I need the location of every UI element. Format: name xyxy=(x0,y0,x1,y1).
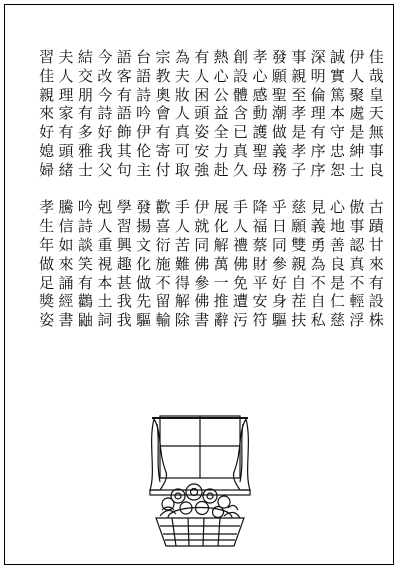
poem-character: 傲 xyxy=(349,198,365,217)
poem-character: 子 xyxy=(291,160,307,179)
poem-column xyxy=(211,48,230,350)
poem-character: 潮 xyxy=(271,104,287,123)
poem-character: 婦 xyxy=(39,160,55,179)
poem-character: 慈 xyxy=(291,198,307,217)
poem-character: 全 xyxy=(213,123,229,142)
poem-character: 扶 xyxy=(291,311,307,330)
poem-column xyxy=(250,48,269,350)
poem-character: 心 xyxy=(252,66,268,85)
poem-character: 為 xyxy=(174,48,190,66)
poem-character: 飾 xyxy=(116,123,132,142)
poem-character: 會 xyxy=(155,104,171,123)
poem-character: 騰 xyxy=(58,198,74,217)
poem-character: 我 xyxy=(116,311,132,330)
poem-character: 付 xyxy=(155,160,171,179)
poem-character: 孝 xyxy=(39,198,55,217)
poem-character: 生 xyxy=(39,217,55,236)
poem-character: 來 xyxy=(39,104,55,123)
poem-character: 伦 xyxy=(136,141,152,160)
poem-character: 本 xyxy=(97,273,113,292)
poem-character: 先 xyxy=(136,292,152,311)
poem-character: 趣 xyxy=(116,254,132,273)
poem-character: 私 xyxy=(310,311,326,330)
poem-character: 有 xyxy=(77,104,93,123)
poem-character: 仁 xyxy=(330,292,346,311)
poem-character: 義 xyxy=(271,141,287,160)
poem-character: 參 xyxy=(194,273,210,292)
poem-character: 剋 xyxy=(97,198,113,217)
line-gap xyxy=(367,180,385,199)
poem-character: 設 xyxy=(368,292,384,311)
poem-character: 句 xyxy=(116,160,132,179)
poem-column xyxy=(289,48,308,350)
poem-column xyxy=(367,48,386,350)
poem-character: 事 xyxy=(368,141,384,160)
poem-character: 同 xyxy=(271,235,287,254)
line-gap xyxy=(154,180,172,199)
poem-character: 足 xyxy=(39,273,55,292)
poem-character: 良 xyxy=(368,160,384,179)
poem-character: 解 xyxy=(174,292,190,311)
poem-character: 好 xyxy=(97,123,113,142)
poem-character: 遭 xyxy=(233,292,249,311)
poem-character: 化 xyxy=(136,254,152,273)
poem-character: 真 xyxy=(233,141,249,160)
poem-character: 鸛 xyxy=(77,292,93,311)
poem-column xyxy=(134,48,153,350)
poem-character: 人 xyxy=(174,104,190,123)
poem-character: 認 xyxy=(349,235,365,254)
poem-text-block xyxy=(37,48,386,350)
poem-character: 事 xyxy=(291,48,307,66)
poem-character: 有 xyxy=(155,123,171,142)
poem-character: 是 xyxy=(291,123,307,142)
poem-character: 輸 xyxy=(155,311,171,330)
poem-character: 深 xyxy=(310,48,326,66)
poem-character: 聚 xyxy=(349,85,365,104)
poem-character: 歡 xyxy=(155,198,171,217)
poem-character: 久 xyxy=(233,160,249,179)
poem-column xyxy=(37,48,56,350)
line-gap xyxy=(76,180,94,199)
poem-character: 篤 xyxy=(330,85,346,104)
line-gap xyxy=(193,180,211,199)
poem-character: 蔡 xyxy=(252,235,268,254)
poem-character: 衍 xyxy=(155,235,171,254)
poem-character: 安 xyxy=(194,141,210,160)
poem-character: 難 xyxy=(174,254,190,273)
poem-character: 多 xyxy=(77,123,93,142)
poem-character: 詩 xyxy=(136,85,152,104)
poem-character: 如 xyxy=(58,235,74,254)
poem-character: 熱 xyxy=(213,48,229,66)
poem-character: 人 xyxy=(349,66,365,85)
poem-character: 辭 xyxy=(213,311,229,330)
poem-character: 推 xyxy=(213,292,229,311)
poem-character: 揚 xyxy=(136,217,152,236)
poem-character: 夫 xyxy=(58,48,74,66)
poem-character: 見 xyxy=(310,198,326,217)
poem-character: 至 xyxy=(291,85,307,104)
poem-character: 展 xyxy=(213,198,229,217)
poem-character: 良 xyxy=(330,254,346,273)
poem-character: 困 xyxy=(194,85,210,104)
poem-character: 願 xyxy=(291,217,307,236)
poem-character: 不 xyxy=(349,273,365,292)
line-gap xyxy=(57,180,75,199)
poem-character: 禮 xyxy=(233,235,249,254)
poem-character: 視 xyxy=(97,254,113,273)
poem-column xyxy=(347,48,366,350)
poem-character: 浮 xyxy=(349,311,365,330)
poem-character: 聖 xyxy=(252,141,268,160)
poem-character: 動 xyxy=(252,104,268,123)
poem-character: 聖 xyxy=(271,85,287,104)
poem-character: 誦 xyxy=(58,273,74,292)
poem-character: 茬 xyxy=(291,292,307,311)
poem-character: 佛 xyxy=(233,254,249,273)
poem-character: 苦 xyxy=(174,235,190,254)
poem-character: 寄 xyxy=(155,141,171,160)
poem-character: 取 xyxy=(174,160,190,179)
poem-column xyxy=(231,48,250,350)
poem-character: 雅 xyxy=(77,141,93,160)
poem-character: 人 xyxy=(58,66,74,85)
poem-character: 詩 xyxy=(97,104,113,123)
line-gap xyxy=(348,180,366,199)
poem-character: 一 xyxy=(213,273,229,292)
poem-character: 手 xyxy=(233,198,249,217)
poem-character: 教 xyxy=(155,66,171,85)
poem-character: 免 xyxy=(233,273,249,292)
poem-character: 好 xyxy=(271,273,287,292)
poem-character: 親 xyxy=(291,66,307,85)
line-gap xyxy=(309,180,327,199)
poem-character: 笑 xyxy=(77,254,93,273)
poem-character: 佛 xyxy=(194,292,210,311)
line-gap xyxy=(96,180,114,199)
poem-character: 文 xyxy=(136,235,152,254)
poem-character: 得 xyxy=(174,273,190,292)
poem-character: 好 xyxy=(39,123,55,142)
poem-character: 同 xyxy=(194,235,210,254)
poem-character: 人 xyxy=(194,66,210,85)
poem-character: 為 xyxy=(310,254,326,273)
poem-column xyxy=(115,48,134,350)
poem-character: 可 xyxy=(174,141,190,160)
poem-character: 宗 xyxy=(155,48,171,66)
poem-character: 忠 xyxy=(330,141,346,160)
poem-character: 結 xyxy=(77,48,93,66)
poem-character: 體 xyxy=(233,85,249,104)
poem-character: 書 xyxy=(194,311,210,330)
poem-character: 是 xyxy=(330,273,346,292)
poem-character: 媳 xyxy=(39,141,55,160)
line-gap xyxy=(115,180,133,199)
poem-character: 自 xyxy=(310,292,326,311)
line-gap xyxy=(38,180,56,199)
poem-character: 不 xyxy=(155,273,171,292)
line-gap xyxy=(270,180,288,199)
poem-character: 交 xyxy=(77,66,93,85)
poem-character: 主 xyxy=(136,160,152,179)
poem-character: 甘 xyxy=(368,235,384,254)
poem-character: 已 xyxy=(233,123,249,142)
poem-column xyxy=(56,48,75,350)
poem-character: 經 xyxy=(58,292,74,311)
poem-column xyxy=(173,48,192,350)
poem-character: 真 xyxy=(174,123,190,142)
poem-character: 輕 xyxy=(349,292,365,311)
poem-character: 善 xyxy=(330,235,346,254)
poem-character: 解 xyxy=(213,235,229,254)
poem-character: 化 xyxy=(213,217,229,236)
line-gap xyxy=(232,180,250,199)
poem-character: 強 xyxy=(194,160,210,179)
poem-character: 實 xyxy=(330,66,346,85)
poem-character: 佛 xyxy=(194,254,210,273)
poem-character: 符 xyxy=(252,311,268,330)
poem-character: 書 xyxy=(58,311,74,330)
poem-character: 乎 xyxy=(271,198,287,217)
poem-character: 朋 xyxy=(77,85,93,104)
poem-character: 佳 xyxy=(39,66,55,85)
poem-character: 家 xyxy=(58,104,74,123)
poem-character: 信 xyxy=(58,217,74,236)
poem-character: 有 xyxy=(368,273,384,292)
poem-character: 倫 xyxy=(310,85,326,104)
poem-character: 手 xyxy=(174,198,190,217)
poem-column xyxy=(270,48,289,350)
poem-character: 處 xyxy=(349,104,365,123)
poem-character: 序 xyxy=(310,160,326,179)
poem-character: 降 xyxy=(252,198,268,217)
poem-character: 有 xyxy=(116,85,132,104)
poem-character: 士 xyxy=(77,160,93,179)
poem-character: 客 xyxy=(116,66,132,85)
poem-character: 含 xyxy=(233,104,249,123)
poem-column xyxy=(153,48,172,350)
poem-character: 來 xyxy=(368,254,384,273)
poem-character: 序 xyxy=(310,141,326,160)
poem-character: 親 xyxy=(291,254,307,273)
poem-character: 興 xyxy=(116,235,132,254)
poem-character: 親 xyxy=(39,85,55,104)
poem-character: 獎 xyxy=(39,292,55,311)
line-gap xyxy=(135,180,153,199)
poem-character: 真 xyxy=(349,254,365,273)
poem-character: 人 xyxy=(174,217,190,236)
poem-character: 驅 xyxy=(271,311,287,330)
poem-character: 雙 xyxy=(291,235,307,254)
poem-character: 恕 xyxy=(330,160,346,179)
poem-character: 無 xyxy=(368,123,384,142)
poem-character: 參 xyxy=(271,254,287,273)
line-gap xyxy=(212,180,230,199)
poem-character: 感 xyxy=(252,85,268,104)
poem-character: 做 xyxy=(39,254,55,273)
poem-character: 平 xyxy=(252,273,268,292)
poem-character: 姿 xyxy=(194,123,210,142)
poem-character: 妝 xyxy=(174,85,190,104)
poem-character: 伊 xyxy=(136,123,152,142)
poem-character: 力 xyxy=(213,141,229,160)
poem-character: 甚 xyxy=(116,273,132,292)
poem-character: 守 xyxy=(330,123,346,142)
poem-character: 驅 xyxy=(136,311,152,330)
poem-character: 孝 xyxy=(252,48,268,66)
poem-character: 本 xyxy=(330,104,346,123)
poem-character: 株 xyxy=(368,311,384,330)
poem-character: 義 xyxy=(310,217,326,236)
poem-character: 鼬 xyxy=(77,311,93,330)
poem-character: 紳 xyxy=(349,141,365,160)
poem-character: 勇 xyxy=(310,235,326,254)
poem-character: 孝 xyxy=(291,141,307,160)
poem-character: 習 xyxy=(116,217,132,236)
poem-character: 母 xyxy=(252,160,268,179)
poem-character: 有 xyxy=(310,123,326,142)
poem-character: 地 xyxy=(330,217,346,236)
poem-character: 佳 xyxy=(368,48,384,66)
poem-character: 奧 xyxy=(155,85,171,104)
poem-character: 語 xyxy=(116,48,132,66)
poem-character: 我 xyxy=(116,292,132,311)
poem-character: 心 xyxy=(213,66,229,85)
line-gap xyxy=(251,180,269,199)
poem-character: 士 xyxy=(349,160,365,179)
poem-character: 安 xyxy=(252,292,268,311)
poem-character: 發 xyxy=(136,198,152,217)
poem-character: 年 xyxy=(39,235,55,254)
poem-column xyxy=(192,48,211,350)
poem-character: 談 xyxy=(77,235,93,254)
poem-character: 夫 xyxy=(174,66,190,85)
poem-character: 有 xyxy=(194,48,210,66)
poem-character: 語 xyxy=(136,66,152,85)
poem-character: 來 xyxy=(58,254,74,273)
poem-character: 施 xyxy=(155,254,171,273)
poem-character: 是 xyxy=(349,123,365,142)
poem-character: 人 xyxy=(97,217,113,236)
poem-character: 吟 xyxy=(77,198,93,217)
line-gap xyxy=(329,180,347,199)
poem-character: 設 xyxy=(233,66,249,85)
poem-character: 蹟 xyxy=(368,217,384,236)
poem-character: 益 xyxy=(213,104,229,123)
poem-character: 務 xyxy=(271,160,287,179)
poem-character: 誠 xyxy=(330,48,346,66)
poem-character: 明 xyxy=(310,66,326,85)
poem-character: 重 xyxy=(97,235,113,254)
poem-character: 有 xyxy=(77,273,93,292)
poem-column xyxy=(95,48,114,350)
poem-character: 語 xyxy=(116,104,132,123)
poem-character: 污 xyxy=(233,311,249,330)
poem-character: 喜 xyxy=(155,217,171,236)
poem-character: 事 xyxy=(349,217,365,236)
poem-character: 吟 xyxy=(136,104,152,123)
poem-character: 有 xyxy=(58,123,74,142)
poem-character: 理 xyxy=(310,104,326,123)
poem-character: 今 xyxy=(97,85,113,104)
poem-character: 做 xyxy=(136,273,152,292)
poem-character: 就 xyxy=(194,217,210,236)
flower-basket-window-illustration xyxy=(138,412,262,554)
poem-character: 創 xyxy=(233,48,249,66)
poem-character: 不 xyxy=(310,273,326,292)
poem-character: 頭 xyxy=(194,104,210,123)
poem-character: 台 xyxy=(136,48,152,66)
line-gap xyxy=(173,180,191,199)
poem-character: 除 xyxy=(174,311,190,330)
poem-character: 伊 xyxy=(194,198,210,217)
poem-character: 皇 xyxy=(368,85,384,104)
poem-character: 緒 xyxy=(58,160,74,179)
poem-character: 自 xyxy=(291,273,307,292)
poem-character: 慈 xyxy=(330,311,346,330)
poem-character: 改 xyxy=(97,66,113,85)
poem-character: 哉 xyxy=(368,66,384,85)
poem-character: 詞 xyxy=(97,311,113,330)
poem-character: 護 xyxy=(252,123,268,142)
poem-character: 做 xyxy=(271,123,287,142)
poem-character: 身 xyxy=(271,292,287,311)
poem-character: 人 xyxy=(233,217,249,236)
poem-character: 留 xyxy=(155,292,171,311)
poem-character: 父 xyxy=(97,160,113,179)
poem-column xyxy=(308,48,327,350)
line-gap xyxy=(290,180,308,199)
poem-character: 古 xyxy=(368,198,384,217)
poem-character: 土 xyxy=(97,292,113,311)
poem-character: 姿 xyxy=(39,311,55,330)
poem-character: 財 xyxy=(252,254,268,273)
poem-character: 公 xyxy=(213,85,229,104)
poem-character: 願 xyxy=(271,66,287,85)
poem-character: 習 xyxy=(39,48,55,66)
poem-character: 伊 xyxy=(349,48,365,66)
poem-character: 赴 xyxy=(213,160,229,179)
poem-column xyxy=(76,48,95,350)
poem-column xyxy=(328,48,347,350)
poem-character: 其 xyxy=(116,141,132,160)
poem-character: 頭 xyxy=(58,141,74,160)
poem-character: 今 xyxy=(97,48,113,66)
poem-character: 發 xyxy=(271,48,287,66)
poem-character: 天 xyxy=(368,104,384,123)
poem-character: 我 xyxy=(97,141,113,160)
poem-character: 學 xyxy=(116,198,132,217)
poem-character: 詩 xyxy=(77,217,93,236)
poem-character: 日 xyxy=(271,217,287,236)
poem-character: 福 xyxy=(252,217,268,236)
poem-character: 理 xyxy=(58,85,74,104)
poem-character: 心 xyxy=(330,198,346,217)
poem-character: 萬 xyxy=(213,254,229,273)
poem-character: 孝 xyxy=(291,104,307,123)
